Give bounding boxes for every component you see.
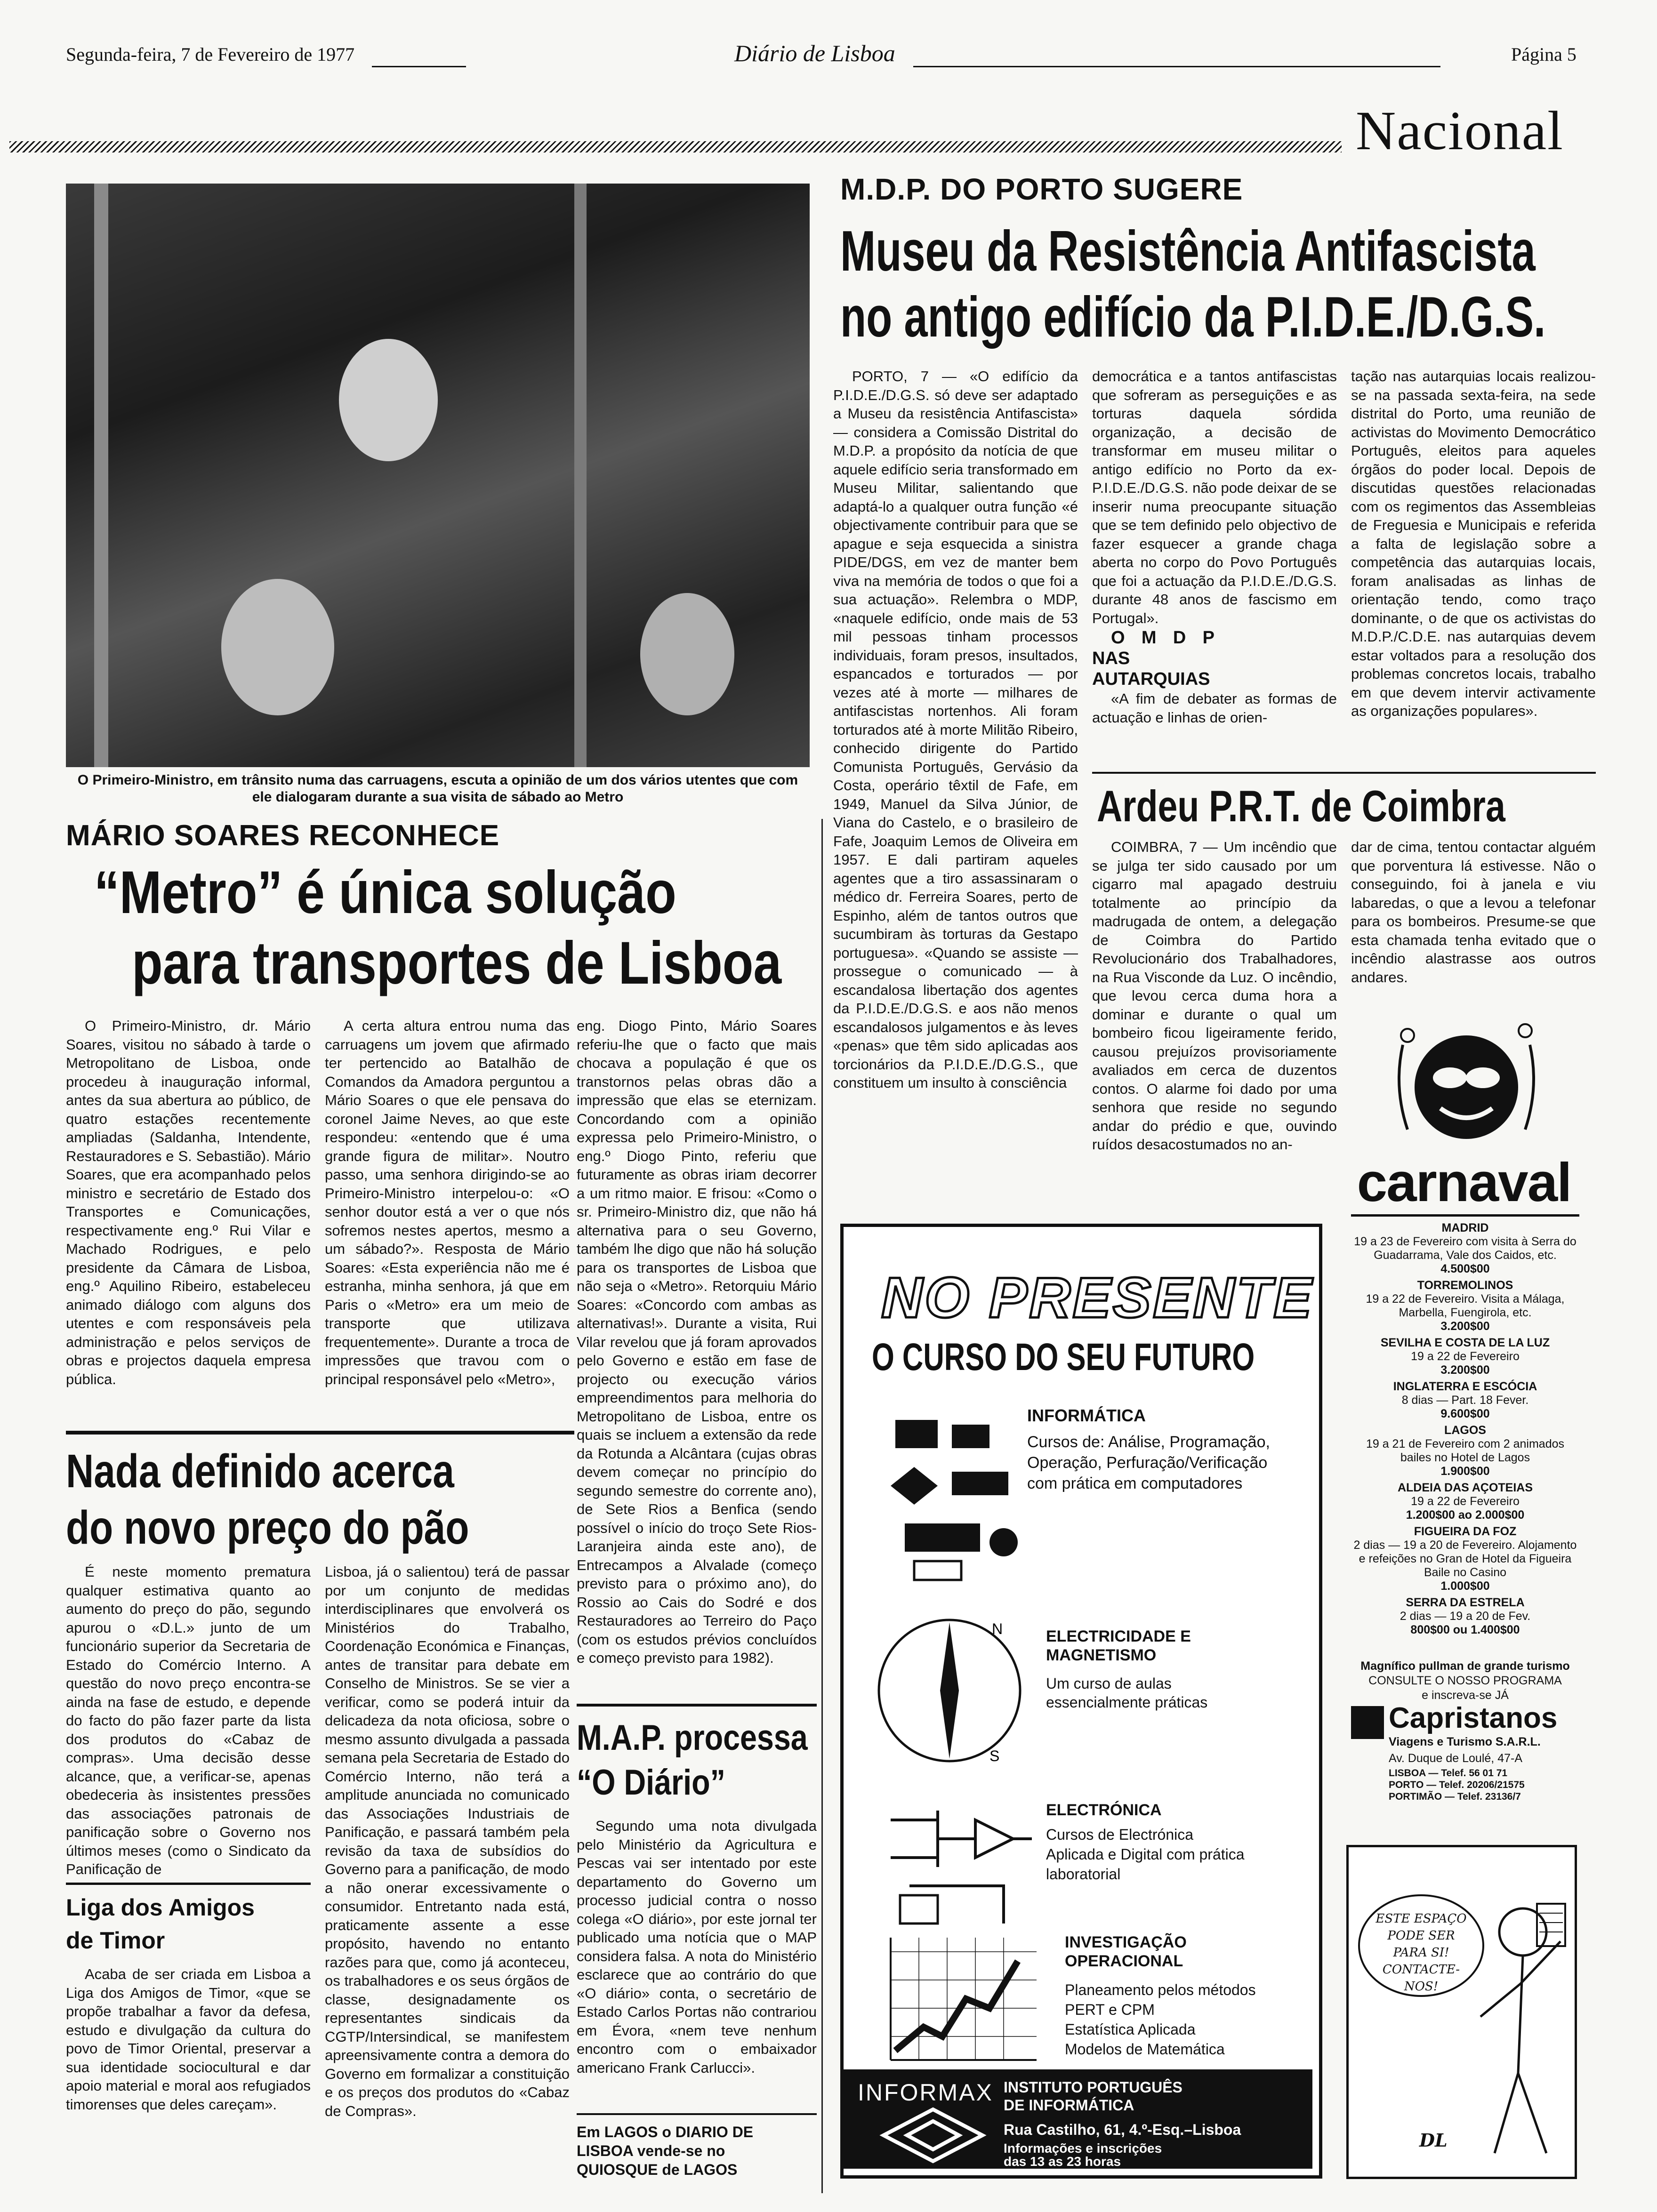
trip-item — [1351, 1525, 1579, 1593]
ad-info: Informações e inscrições — [1004, 2141, 1162, 2156]
informax-logo-icon — [881, 2107, 985, 2166]
pide-text-2: democrática e a tantos antifascistas que sofreram as perseguições e as torturas daquela sórdida organização, a decisão de transformar em museu militar o antigo edifício no Porto da ex-P.I.D.E./D.G.S. não pode deixar de se inserir numa preocupante situação que se tem definido pelo objectivo de fazer esquecer a grande chaga aberta no corpo do Povo Português que foi a actuação da P.I.D.E./D.G.S. durante 48 anos de fascismo em Portugal». — [1092, 368, 1337, 626]
ad-s4-item: Planeamento pelos métodos PERT e CPM — [1065, 1981, 1256, 2018]
photo-handrail — [574, 184, 587, 767]
section-title: Nacional — [1356, 100, 1564, 161]
trip-name: ALDEIA DAS AÇOTEIAS — [1397, 1481, 1533, 1494]
flowchart-icon — [886, 1411, 1037, 1589]
growth-chart-icon — [886, 1933, 1041, 2065]
pao-col-2 — [325, 1563, 570, 2207]
circuit-icon — [881, 1792, 1041, 1933]
ad-s2-body: Um curso de aulas essencialmente práticas — [1046, 1675, 1208, 1711]
prt-col-1 — [1092, 838, 1337, 1195]
ad-footer-line: e inscreva-se JÁ — [1422, 1689, 1509, 1702]
ad-phone: LISBOA — Telef. 56 01 71 — [1389, 1768, 1508, 1779]
trip-name: FIGUEIRA DA FOZ — [1414, 1525, 1517, 1538]
ad-address: Rua Castilho, 61, 4.º-Esq.–Lisboa — [1004, 2121, 1241, 2138]
ad-s3-title: ELECTRÓNICA — [1046, 1801, 1162, 1819]
photo-face-passenger — [640, 593, 734, 715]
masthead-rule-right — [913, 66, 1440, 67]
pao-text-2: Lisboa, já o salientou) terá de passar por um conjunto de medidas interdisciplinares que envolverá os Ministérios do Trabalho, Coordenação Económica e Finanças, antes de transitar para debate em Conselho de Ministros. Se se vier a verificar, como se poderá intuir da delicadeza da nota oficiosa, sobre o mesmo assunto divulgada a passada semana pela Secretaria de Estado do Comércio Interno, não terá a amplitude anunciada no comunicado das Associações Industriais de Panificação, e passará também pela revisão da taxa de subsídios do Governo para a panificação, de modo a não onerar excessivamente o consumidor. Entretanto nada está, praticamente assente a esse propósito, havendo no entanto razões para que, como já aconteceu, os trabalhadores e os seus órgãos de classe, designadamente os representantes sindicais da CGTP/Intersindical, se manifestem apreensivamente contra a demora do Governo em formalizar a constituição e os preços dos produtos do «Cabaz de Compras». — [325, 1563, 570, 2119]
metro-headline: “Metro” é única solução — [94, 859, 676, 926]
timor-text: Acaba de ser criada em Lisboa a Liga dos Amigos de Timor, «que se propõe trabalhar a favor da defesa, estudo e divulgação da cultura do povo de Timor Oriental, preservar a sua identidade sociocultural e dar apoio material e moral aos refugiados timorenses que deles careçam». — [66, 1966, 311, 2113]
trip-desc: 8 dias — Part. 18 Fever. — [1401, 1394, 1529, 1407]
photo-caption: O Primeiro-Ministro, em trânsito numa das carruagens, escuta a opinião de um dos vários utentes que com ele dialogaram durante a sua visita de sábado ao Metro — [77, 772, 798, 805]
trip-item — [1351, 1380, 1579, 1421]
ad-s4-item: Modelos de Matemática — [1065, 2041, 1225, 2058]
photo-face-passenger — [221, 579, 334, 715]
ad-s4-title: INVESTIGAÇÃO OPERACIONAL — [1065, 1933, 1187, 1970]
ad-space-box — [1346, 1845, 1577, 2179]
trip-item — [1351, 1596, 1579, 1637]
trip-desc: 19 a 22 de Fevereiro — [1411, 1495, 1520, 1508]
trip-item — [1351, 1221, 1579, 1276]
pide-text-1: PORTO, 7 — «O edifício da P.I.D.E./D.G.S. só deve ser adaptado a Museu da resistência Antifascista» — considera a Comissão Distrital do M.D.P. a propósito da notícia de que aquele edifício seria transformado em Museu Militar, salientando que adaptá-lo a qualquer outra função «é objectivamente contribuir para que se apague e seja esquecida a sinistra PIDE/DGS, em vez de manter bem viva na memória de todos o que foi a sua actuação». Relembra o MDP, «naquele edifício, onde mais de 53 mil pessoas tinham processos individuais, foram presos, insultados, espancados e torturados — por vezes até à morte — milhares de antifascistas nortenhos. Ali foram torturados até à morte Militão Ribeiro, conhecido dirigente do Partido Comunista Português, Gervásio da Costa, operário têxtil de Fafe, em 1949, Manuel da Silva Júnior, de Viana do Castelo, e o brasileiro de Fafe, Joaquim Lemos de Oliveira em 1957. E dali partiram aqueles agentes que a tiro assassinaram o médico dr. Ferreira Soares, perto de Espinho, além de tantos outros que sucumbiram às torturas da Gestapo portuguesa». «Quando se assiste — prossegue o comunicado — à escandalosa libertação dos agentes da P.I.D.E./D.G.S. e aos não menos escandalosos julgamentos e às leves «penas» que têm sido aplicadas aos torcionários da P.I.D.E./D.G.S., que constituem um insulto à consciência — [833, 368, 1078, 1091]
ad-phones — [1389, 1767, 1525, 1803]
pao-headline: do novo preço do pão — [66, 1501, 469, 1554]
metro-text-1: O Primeiro-Ministro, dr. Mário Soares, visitou no sábado à tarde o Metropolitano de Lisboa, onde procedeu à inauguração informal, antes da sua abertura ao público, de quatro estações recentemente ampliadas (Saldanha, Intendente, Restauradores e S. Sebastião). Mário Soares, que era acompanhado pelos ministro e secretário de Estado dos Transportes e Comunicações, respectivamente eng.º Rui Vilar e Machado Rodrigues, e pelo presidente da Câmara de Lisboa, eng.º Aquilino Ribeiro, estabeleceu animado diálogo com alguns dos utentes e com responsáveis pela administração e pelos serviços de obras e projectos daquela empresa pública. — [66, 1018, 311, 1387]
ad-s2-title: ELECTRICIDADE E MAGNETISMO — [1046, 1627, 1191, 1664]
metro-text-2: A certa altura entrou numa das carruagens um jovem que afirmado ter pertencido ao Batalhão de Comandos da Amadora perguntou a Mário Soares o que ele pensava do coronel Jaime Neves, ao que este respondeu: «entendo que é uma grande figura de militar». Noutro passo, uma senhora dirigindo-se ao Primeiro-Ministro interpelou-o: «O senhor doutor está a ver o que nós sofremos nestes apertos, mesmo a um sábado?». Resposta de Mário Soares: «Esta experiência não me é estranha, minha senhora, já que em Paris o «Metro» era um meio de transporte que utilizava frequentemente». Durante a troca de impressões que travou com o principal responsável pelo «Metro», — [325, 1018, 570, 1387]
ad-banner: NO PRESENTE — [881, 1266, 1314, 1330]
page-number: Página 5 — [1511, 44, 1577, 65]
pide-text-3: tação nas autarquias locais realizou-se na passada sexta-feira, na sede distrital do Porto, uma reunião de activistas do Movimento Democrático Português, eleitos para aqueles órgãos do poder local. Depois de discutidas questões relacionadas com os regimentos das Assembleias de Freguesia e Municipais e referida a falta de legislação sobre a competência das autarquias locais, foram analisadas as linhas de orientação tendo, como traço dominante, o de que os activistas do M.D.P./C.D.E. nas autarquias devem estar voltados para a resolução dos problemas concretos locais, trabalho em que devem intervir activamente as organizações populares». — [1351, 368, 1596, 719]
ad-s1-body: Cursos de: Análise, Programação, Operação, Perfuração/Verificação com prática em computadores — [1027, 1433, 1270, 1492]
ad-institute: INSTITUTO PORTUGUÊS — [1004, 2079, 1182, 2096]
ad-s4-item: Estatística Aplicada — [1065, 2021, 1196, 2038]
trip-price: 9.600$00 — [1440, 1407, 1490, 1420]
ad-carnaval — [1351, 1017, 1579, 1812]
cartoon-figure-icon — [1466, 1875, 1570, 2170]
prt-rule — [1092, 772, 1596, 774]
prt-col-2 — [1351, 838, 1596, 993]
pide-headline: no antigo edifício da P.I.D.E./D.G.S. — [840, 285, 1546, 349]
pide-headline: Museu da Resistência Antifascista — [840, 219, 1536, 283]
metro-col-1 — [66, 1017, 311, 1407]
ad-s3-body: Cursos de Electrónica Aplicada e Digital com prática laboratorial — [1046, 1826, 1245, 1883]
carnival-mask-icon — [1389, 1017, 1544, 1160]
ad-s4-list — [1065, 1980, 1272, 2059]
trip-desc: 19 a 23 de Fevereiro com visita à Serra do Guadarrama, Vale dos Caidos, etc. — [1354, 1235, 1577, 1262]
map-headline: “O Diário” — [577, 1763, 725, 1803]
masthead: Diário de Lisboa — [734, 40, 895, 66]
map-headline: M.A.P. processa — [577, 1718, 808, 1758]
ad-space-text: ESTE ESPAÇO PODE SER PARA SI! CONTACTE-NOS! — [1375, 1912, 1467, 1994]
ad-company-sub: Viagens e Turismo S.A.R.L. — [1389, 1735, 1541, 1748]
map-col — [577, 1817, 817, 2104]
ad-info: das 13 as 23 horas — [1004, 2154, 1121, 2169]
ad-informax — [840, 1224, 1322, 2179]
metro-headline: para transportes de Lisboa — [132, 930, 782, 997]
trip-name: INGLATERRA E ESCÓCIA — [1393, 1380, 1537, 1393]
ad-s1-title: INFORMÁTICA — [1027, 1406, 1146, 1425]
trip-price: 4.500$00 — [1440, 1262, 1490, 1275]
metro-col-2 — [325, 1017, 570, 1407]
capristanos-logo-icon — [1351, 1706, 1384, 1739]
trip-item — [1351, 1481, 1579, 1522]
trip-name: SEVILHA E COSTA DE LA LUZ — [1380, 1336, 1550, 1349]
timor-headline: de Timor — [66, 1927, 165, 1954]
pao-text-1: É neste momento prematura qualquer estimativa quanto ao aumento do preço do pão, segundo apurou o «D.L.» junto de um funcionário superior da Secretaria de Estado do Comércio Interno. A questão do novo preço encontra-se ainda na fase de estudo, e depende do facto do pão fazer parte da lista dos produtos do «Cabaz de compras». Uma decisão desse alcance, que, a verificar-se, apenas obedeceria às insistentes pressões das associações patronais de panificação sobre o Governo nos últimos meses (como o Sindicato da Panificação de — [66, 1563, 311, 1877]
photo-face-prime-minister — [339, 339, 438, 461]
timor-col — [66, 1965, 311, 2196]
trip-name: SERRA DA ESTRELA — [1406, 1596, 1525, 1609]
trip-desc: 2 dias — 19 a 20 de Fevereiro. Alojamento e refeições no Gran de Hotel da Figueira Baile no Casino — [1353, 1539, 1577, 1579]
trip-name: MADRID — [1441, 1221, 1489, 1234]
trip-item — [1351, 1279, 1579, 1333]
ad-carnaval-title: carnaval — [1357, 1152, 1571, 1213]
pide-subhead: O M D P NAS AUTARQUIAS — [1092, 628, 1215, 689]
issue-date: Segunda-feira, 7 de Fevereiro de 1977 — [66, 44, 355, 65]
masthead-rule-left — [372, 66, 466, 67]
metro-kicker: MÁRIO SOARES RECONHECE — [66, 819, 500, 852]
pao-rule — [66, 1431, 574, 1435]
trip-price: 3.200$00 — [1440, 1363, 1490, 1377]
pide-kicker: M.D.P. DO PORTO SUGERE — [840, 172, 1243, 206]
ad-company: Capristanos — [1389, 1702, 1558, 1734]
ad-institute: DE INFORMÁTICA — [1004, 2097, 1134, 2114]
ad-carnaval-rule — [1351, 1214, 1579, 1217]
trip-price: 1.200$00 ao 2.000$00 — [1406, 1508, 1525, 1522]
map-text: Segundo uma nota divulgada pelo Ministério da Agricultura e Pescas vai ser intentado por este departamento do Governo um processo judicial contra o nosso colega «O diário», por este jornal ter publicado uma notícia que o MAP considera falsa. A nota do Ministério esclarece que ao contrário do que «O diário» conta, o secretário de Estado Carlos Portas não contrariou em Évora, «nem teve nenhum encontro com o embaixador americano Frank Carlucci». — [577, 1818, 817, 2076]
ad-footer-line: Magnífico pullman de grande turismo — [1360, 1659, 1570, 1673]
photo-metro-carriage — [66, 184, 810, 767]
trip-desc: 2 dias — 19 a 20 de Fev. — [1400, 1610, 1531, 1623]
speech-bubble — [1358, 1894, 1484, 1997]
pide-col-3 — [1351, 367, 1596, 767]
trip-item — [1351, 1424, 1579, 1478]
photo-handrail — [94, 184, 108, 767]
prt-text-2: dar de cima, tentou contactar alguém que porventura lá estivesse. Não o conseguindo, foi à janela e viu labaredas, o que a levou a telefonar para os bombeiros. Presume-se que esta chamada tenha evitado que o incêndio alastrasse aos outros andares. — [1351, 839, 1596, 986]
trip-desc: 19 a 22 de Fevereiro — [1411, 1350, 1520, 1363]
ad-footer — [844, 2069, 1312, 2169]
trip-item — [1351, 1336, 1579, 1377]
trip-desc: 19 a 22 de Fevereiro. Visita a Málaga, Marbella, Fuengirola, etc. — [1366, 1292, 1565, 1319]
ad-phone: PORTO — Telef. 20206/21575 — [1389, 1779, 1525, 1790]
ad-brand: INFORMAX — [858, 2079, 993, 2106]
svg-text:S: S — [989, 1747, 1000, 1764]
column-rule — [821, 819, 823, 2193]
trip-name: LAGOS — [1444, 1424, 1486, 1437]
ad-tagline: O CURSO DO SEU FUTURO — [872, 1336, 1255, 1378]
metro-col-3 — [577, 1017, 817, 1675]
lagos-rule — [577, 2113, 817, 2115]
ad-carnaval-footer — [1351, 1659, 1579, 1703]
map-rule — [577, 1704, 817, 1707]
compass-icon — [872, 1613, 1027, 1768]
svg-text:N: N — [992, 1620, 1003, 1637]
trip-desc: 19 a 21 de Fevereiro com 2 animados bailes no Hotel de Lagos — [1366, 1437, 1565, 1464]
trip-price: 1.900$00 — [1440, 1465, 1490, 1478]
ad-space-signature: DL — [1419, 2130, 1448, 2151]
trip-price: 800$00 ou 1.400$00 — [1410, 1623, 1520, 1636]
pao-col-1 — [66, 1563, 311, 1877]
trip-name: TORREMOLINOS — [1417, 1279, 1513, 1292]
metro-text-3: eng. Diogo Pinto, Mário Soares referiu-lhe que o facto que mais chocava a população é que os transtornos pelas obras dão a impressão que elas se eternizam. Concordando com a opinião expressa pelo Primeiro-Ministro, o eng.º Diogo Pinto, referiu que futuramente as obras iriam decorrer a um ritmo maior. E frisou: «Como o sr. Primeiro-Ministro diz, que não há alternativa para o seu Governo, também lhe digo que não há solução para os transportes de Lisboa que não seja o «Metro». Retorquiu Mário Soares: «Concordo com ambas as alternativas!». Durante a visita, Rui Vilar revelou que já foram aprovados pelo Governo e estão em fase de projecto ou execução vários empreendimentos para melhoria do Metropolitano de Lisboa, entre os quais se incluem a extensão da rede da Rotunda a Alcântara (cujas obras devem começar no princípio do segundo semestre do corrente ano), de Sete Rios a Benfica (sendo possível o início do troço Sete Rios-Laranjeira ainda este ano), de Entrecampos a Alvalade (começo previsto para o próximo ano), do Rossio ao Cais do Sodré e dos Restauradores ao Terreiro do Paço (com os estudos prévios concluídos e começo previsto para 1982). — [577, 1018, 817, 1666]
lagos-notice: Em LAGOS o DIARIO DE LISBOA vende-se no QUIOSQUE de LAGOS — [577, 2124, 754, 2178]
prt-headline: Ardeu P.R.T. de Coimbra — [1097, 781, 1505, 831]
pide-text-2b: «A fim de debater as formas de actuação e linhas de orien- — [1092, 690, 1337, 726]
pao-headline: Nada definido acerca — [66, 1445, 454, 1498]
pide-col-1 — [833, 367, 1078, 1228]
prt-text-1: COIMBRA, 7 — Um incêndio que se julga ter sido causado por um cigarro mal apagado destruiu totalmente ao princípio da madrugada de ontem, a delegação de Coimbra do Partido Revolucionário dos Trabalhadores, na Rua Visconde da Luz. O incêndio, que levou cerca duma hora a dominar e durante o qual um bombeiro ficou ligeiramente ferido, causou prejuízos provisoriamente avaliados em cerca de duzentos contos. O alarme foi dado por uma senhora que reside no segundo andar do prédio e que, ouvindo ruídos desacostumados no an- — [1092, 839, 1337, 1153]
ad-phone: PORTIMÃO — Telef. 23136/7 — [1389, 1791, 1521, 1802]
timor-rule — [66, 1883, 311, 1885]
ad-footer-line: CONSULTE O NOSSO PROGRAMA — [1368, 1674, 1562, 1687]
trip-price: 3.200$00 — [1440, 1320, 1490, 1333]
trip-list — [1351, 1221, 1579, 1640]
ad-company-address: Av. Duque de Loulé, 47-A — [1389, 1752, 1522, 1765]
trip-price: 1.000$00 — [1440, 1579, 1490, 1593]
timor-headline: Liga dos Amigos — [66, 1894, 255, 1921]
section-hatch-rule — [9, 141, 1342, 152]
